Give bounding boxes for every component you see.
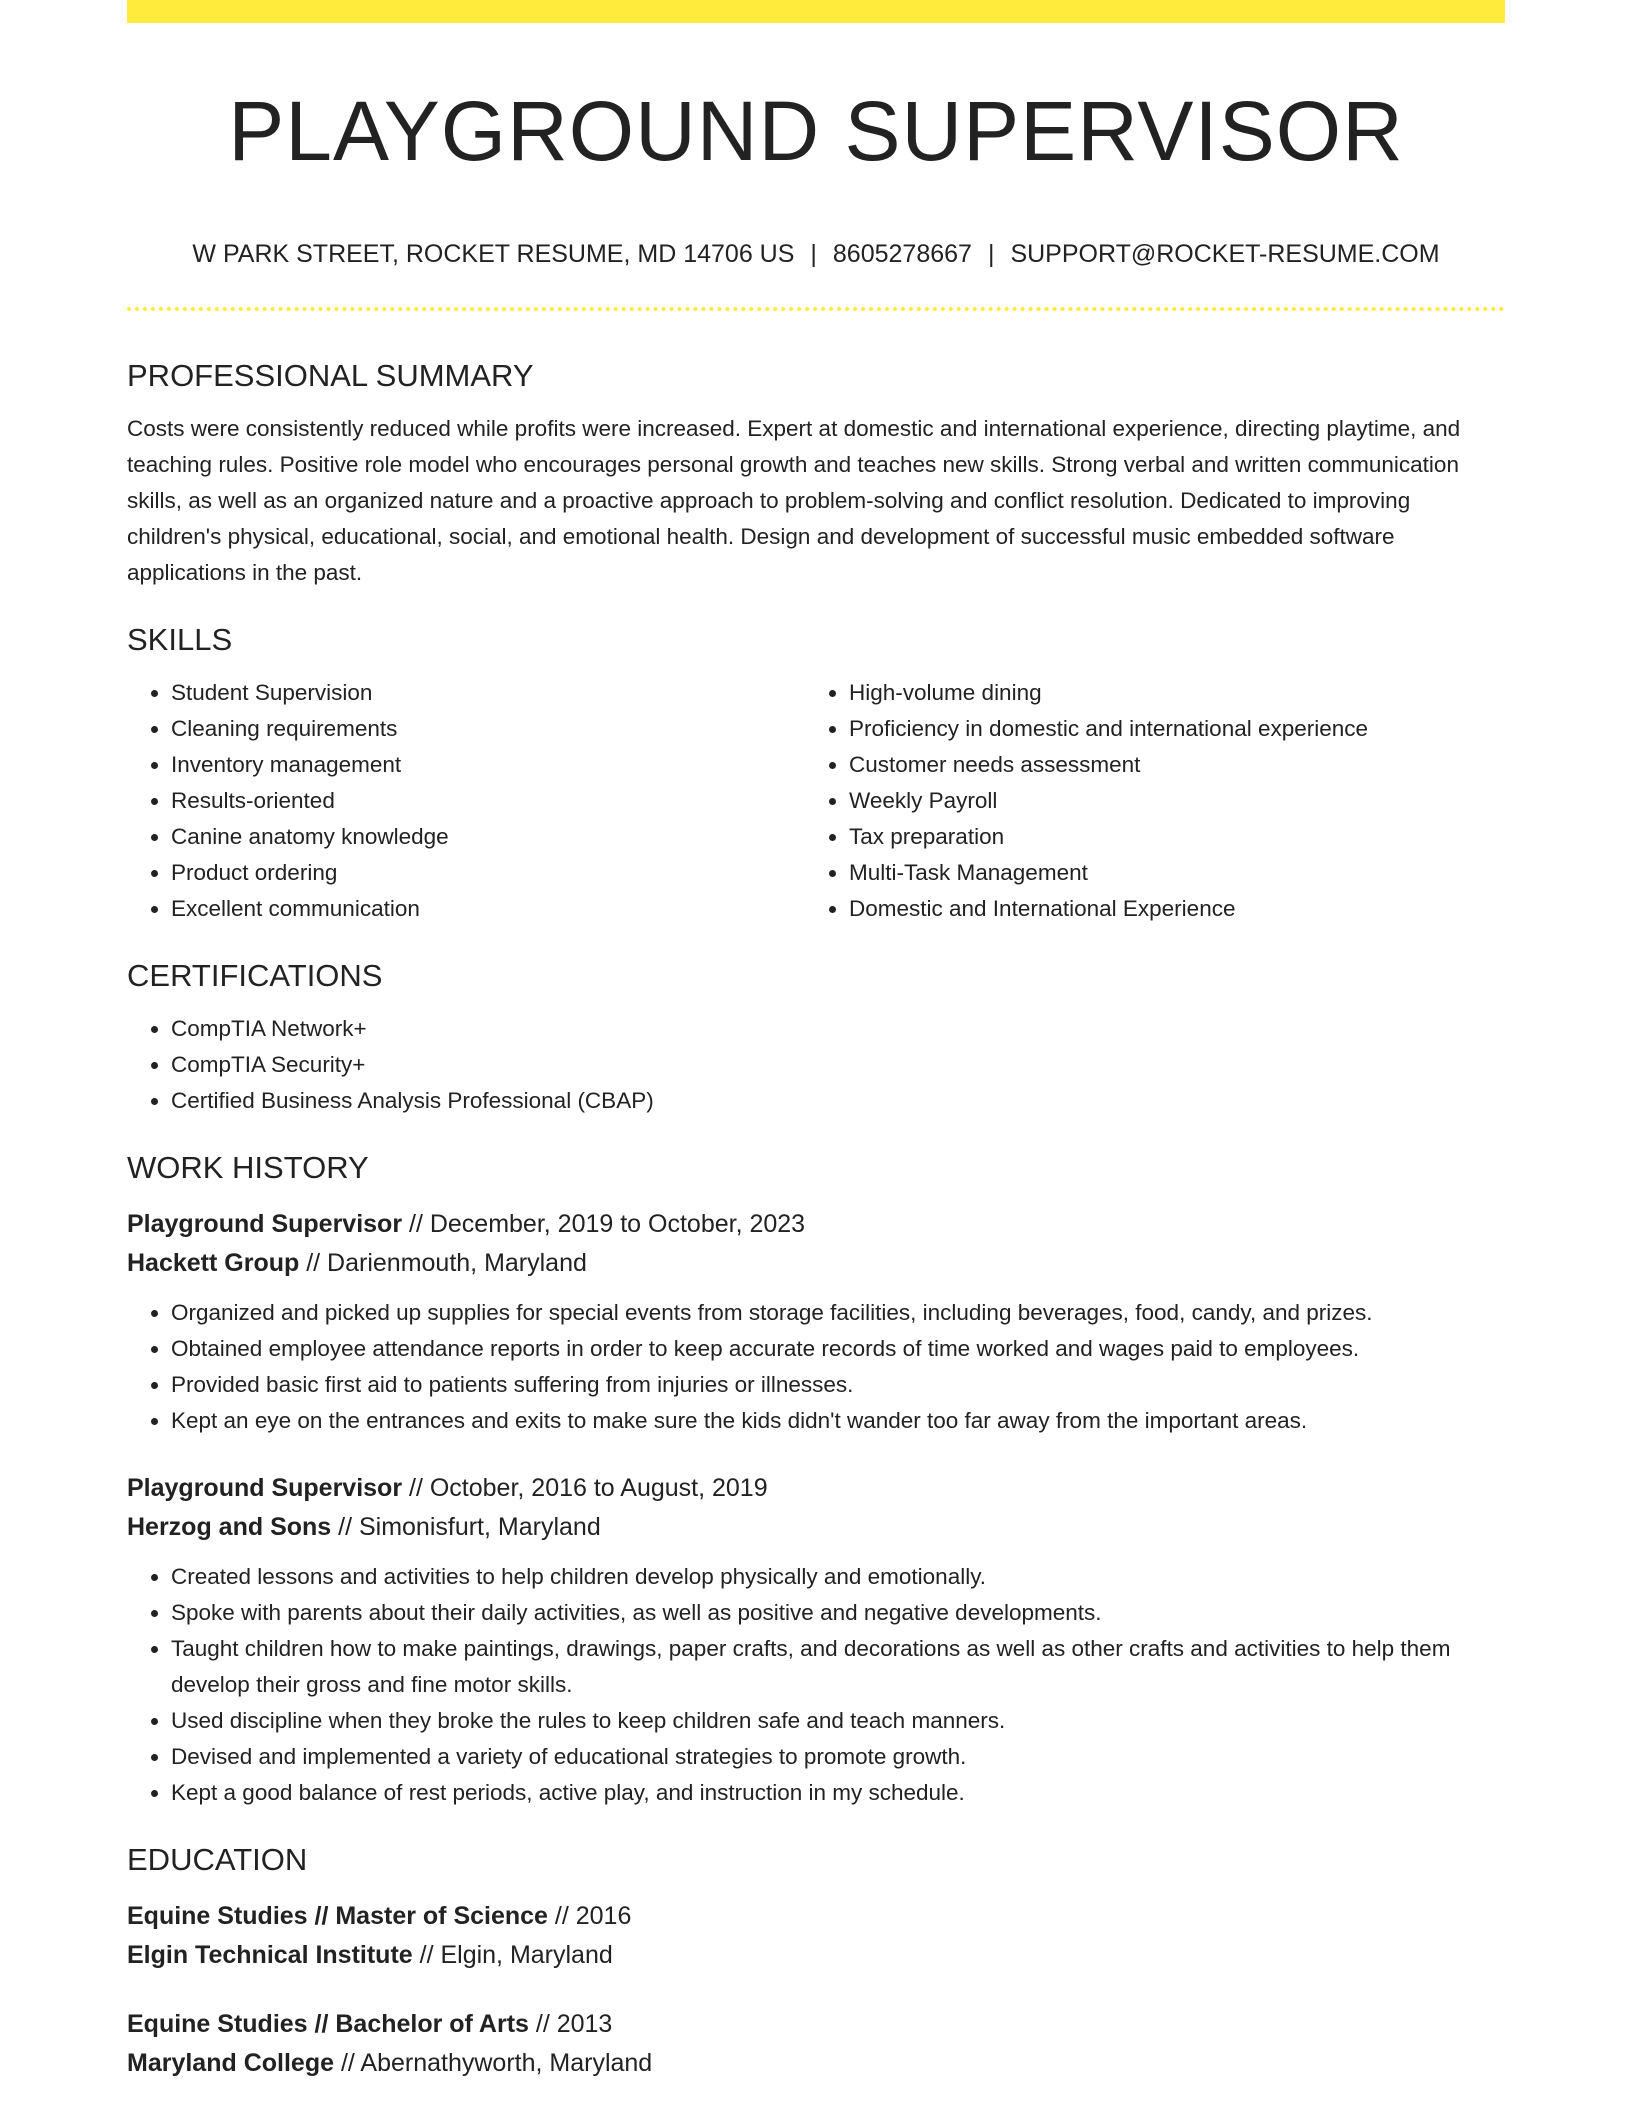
degree-line	[127, 2005, 1505, 2044]
education-section	[127, 1839, 1505, 2083]
skill-item: • Domestic and International Experience	[849, 891, 1483, 927]
job-company: Hackett Group	[127, 1249, 300, 1277]
job-title: Playground Supervisor	[127, 1474, 403, 1502]
job-location: // Darienmouth, Maryland	[299, 1249, 587, 1277]
section-heading-work-history: WORK HISTORY	[127, 1150, 369, 1185]
accent-bar	[127, 0, 1505, 23]
job-title-line	[127, 1469, 1505, 1508]
job-entry	[127, 1205, 1505, 1439]
job-dates: // October, 2016 to August, 2019	[402, 1474, 768, 1502]
certifications-list	[127, 1011, 1505, 1119]
job-bullet: • Used discipline when they broke the rules to keep children safe and teach manners.	[171, 1703, 1505, 1739]
skill-item: • Cleaning requirements	[171, 711, 805, 747]
education-entry	[127, 2005, 1505, 2083]
job-location: // Simonisfurt, Maryland	[331, 1513, 601, 1541]
skills-grid	[127, 661, 1505, 927]
job-bullet: • Devised and implemented a variety of educational strategies to promote growth.	[171, 1739, 1505, 1775]
job-bullet: • Created lessons and activities to help children develop physically and emotionally.	[171, 1559, 1505, 1595]
section-heading-skills: SKILLS	[127, 622, 233, 657]
skill-item: • Proficiency in domestic and international experience	[849, 711, 1483, 747]
job-company-line	[127, 1508, 1505, 1547]
section-heading-education: EDUCATION	[127, 1842, 308, 1877]
certifications-section	[127, 955, 1505, 1119]
job-company-line	[127, 1244, 1505, 1283]
degree: Equine Studies // Master of Science	[127, 1902, 548, 1930]
summary-text: Costs were consistently reduced while profits were increased. Expert at domestic and international experience, directing playtime, and teaching rules. Positive role model who encourages personal growth and teaches new skills. Strong verbal and written communication skills, as well as an organized nature and a proactive approach to problem-solving and conflict resolution. Dedicated to improving children's physical, educational, social, and emotional health. Design and development of successful music embedded software applications in the past.	[127, 416, 1461, 585]
skill-item: • Excellent communication	[171, 891, 805, 927]
skills-section	[127, 619, 1505, 927]
skill-item: • Multi-Task Management	[849, 855, 1483, 891]
skill-item: • Weekly Payroll	[849, 783, 1483, 819]
contact-address: W PARK STREET, ROCKET RESUME, MD 14706 US	[192, 240, 795, 268]
job-bullet: • Obtained employee attendance reports in order to keep accurate records of time worked and wages paid to employees.	[171, 1331, 1505, 1367]
job-bullet: • Kept an eye on the entrances and exits to make sure the kids didn't wander too far away from the important areas.	[171, 1403, 1505, 1439]
job-title-line	[127, 1205, 1505, 1244]
graduation-year: // 2016	[547, 1902, 632, 1930]
skill-item: • Customer needs assessment	[849, 747, 1483, 783]
job-bullet: • Taught children how to make paintings, drawings, paper crafts, and decorations as well as other crafts and activities to help them develop their gross and fine motor skills.	[171, 1631, 1505, 1703]
skill-item: • Tax preparation	[849, 819, 1483, 855]
school-line	[127, 1936, 1505, 1975]
certification-item: • CompTIA Network+	[171, 1011, 1505, 1047]
education-entry	[127, 1897, 1505, 1975]
certification-item: • CompTIA Security+	[171, 1047, 1505, 1083]
skill-item: • Student Supervision	[171, 675, 805, 711]
contact-email: SUPPORT@ROCKET-RESUME.COM	[1010, 240, 1440, 268]
school-location: // Abernathyworth, Maryland	[334, 2049, 653, 2077]
contact-line	[127, 236, 1505, 272]
job-bullet: • Kept a good balance of rest periods, active play, and instruction in my schedule.	[171, 1775, 1505, 1811]
dotted-divider	[127, 307, 1505, 311]
degree-line	[127, 1897, 1505, 1936]
school-location: // Elgin, Maryland	[412, 1941, 613, 1969]
job-company: Herzog and Sons	[127, 1513, 332, 1541]
graduation-year: // 2013	[528, 2010, 613, 2038]
job-bullets	[127, 1559, 1505, 1811]
job-bullet: • Organized and picked up supplies for special events from storage facilities, including beverages, food, candy, and prizes.	[171, 1295, 1505, 1331]
school-name: Elgin Technical Institute	[127, 1941, 413, 1969]
job-title: Playground Supervisor	[127, 1210, 403, 1238]
section-heading-certifications: CERTIFICATIONS	[127, 958, 383, 993]
job-bullets	[127, 1295, 1505, 1439]
resume-content	[127, 355, 1505, 2083]
job-bullet: • Spoke with parents about their daily activities, as well as positive and negative developments.	[171, 1595, 1505, 1631]
certification-item: • Certified Business Analysis Professional (CBAP)	[171, 1083, 1505, 1119]
school-name: Maryland College	[127, 2049, 334, 2077]
skill-item: • High-volume dining	[849, 675, 1483, 711]
contact-phone: 8605278667	[832, 240, 972, 268]
page-title: PLAYGROUND SUPERVISOR	[228, 84, 1404, 178]
school-line	[127, 2044, 1505, 2083]
skill-item: • Inventory management	[171, 747, 805, 783]
skill-item: • Product ordering	[171, 855, 805, 891]
job-dates: // December, 2019 to October, 2023	[402, 1210, 806, 1238]
contact-separator: |	[987, 240, 995, 268]
skills-list-left	[127, 675, 805, 927]
job-entry	[127, 1469, 1505, 1811]
degree: Equine Studies // Bachelor of Arts	[127, 2010, 529, 2038]
section-heading-summary: PROFESSIONAL SUMMARY	[127, 358, 534, 393]
contact-separator: |	[810, 240, 817, 268]
work-history-section	[127, 1147, 1505, 1811]
job-bullet: • Provided basic first aid to patients suffering from injuries or illnesses.	[171, 1367, 1505, 1403]
skills-list-right	[805, 675, 1483, 927]
skill-item: • Canine anatomy knowledge	[171, 819, 805, 855]
summary-section	[127, 355, 1505, 591]
skill-item: • Results-oriented	[171, 783, 805, 819]
